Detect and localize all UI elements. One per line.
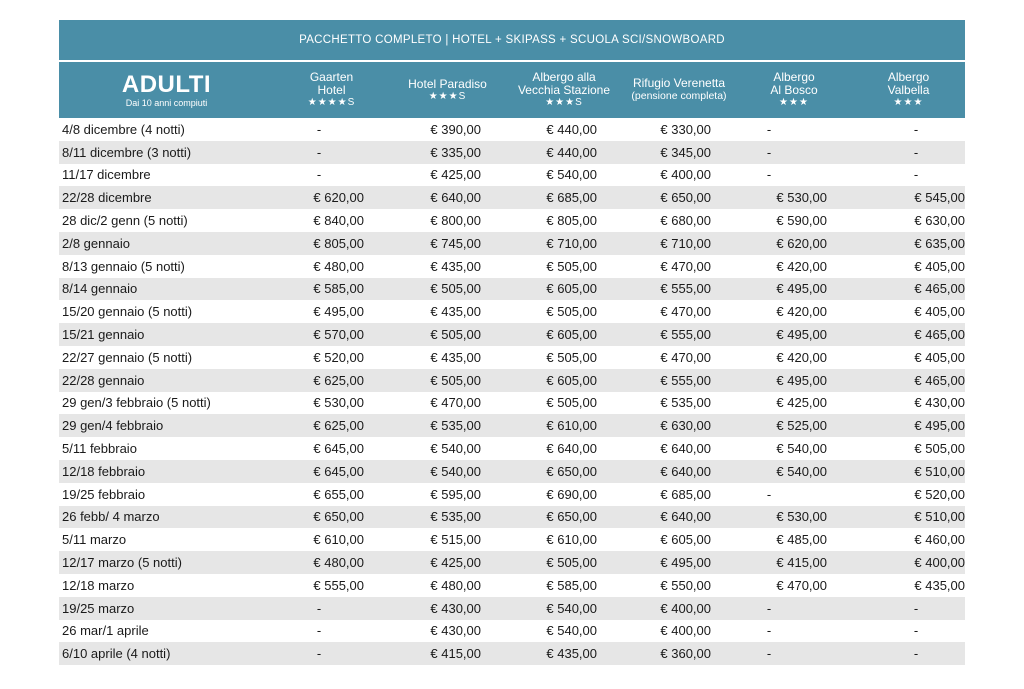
price-cell: -	[711, 642, 827, 665]
price-cell: € 505,00	[481, 255, 597, 278]
price-cell: € 505,00	[481, 392, 597, 415]
table-row	[59, 323, 965, 346]
price-cell: € 425,00	[711, 392, 827, 415]
price-cell: € 465,00	[827, 278, 965, 301]
price-cell: -	[274, 642, 364, 665]
table-row	[59, 278, 965, 301]
period-cell: 19/25 marzo	[59, 597, 274, 620]
adults-title: ADULTI	[121, 70, 212, 98]
hotel-name-line2: Valbella	[887, 83, 930, 97]
period-cell: 12/18 febbraio	[59, 460, 274, 483]
price-cell: € 535,00	[364, 506, 481, 529]
price-cell: -	[274, 118, 364, 141]
period-cell: 29 gen/4 febbraio	[59, 414, 274, 437]
package-banner: PACCHETTO COMPLETO | HOTEL + SKIPASS + SCUOLA SCI/SNOWBOARD	[59, 20, 965, 62]
price-cell: € 635,00	[827, 232, 965, 255]
price-cell: € 540,00	[711, 460, 827, 483]
price-cell: € 650,00	[481, 506, 597, 529]
price-cell: € 400,00	[597, 620, 711, 643]
hotel-header-paradiso	[389, 78, 506, 103]
period-cell: 29 gen/3 febbraio (5 notti)	[59, 392, 274, 415]
price-cell: € 415,00	[364, 642, 481, 665]
hotel-stars: ★★★S	[545, 97, 583, 108]
hotel-name-line1: Rifugio Verenetta	[632, 76, 726, 90]
price-cell: € 430,00	[364, 620, 481, 643]
table-row	[59, 597, 965, 620]
price-cell: € 480,00	[274, 551, 364, 574]
price-cell: -	[827, 642, 965, 665]
price-cell: € 655,00	[274, 483, 364, 506]
price-cell: € 590,00	[711, 209, 827, 232]
price-cell: € 495,00	[274, 300, 364, 323]
price-cell: € 555,00	[597, 278, 711, 301]
period-cell: 5/11 marzo	[59, 528, 274, 551]
price-cell: € 420,00	[711, 300, 827, 323]
table-row	[59, 574, 965, 597]
period-cell: 28 dic/2 genn (5 notti)	[59, 209, 274, 232]
period-cell: 22/27 gennaio (5 notti)	[59, 346, 274, 369]
hotel-stars: ★★★	[779, 97, 809, 108]
price-cell: € 685,00	[481, 186, 597, 209]
table-row	[59, 232, 965, 255]
hotel-stars: ★★★★S	[307, 97, 356, 108]
price-cell: € 545,00	[827, 186, 965, 209]
price-cell: € 805,00	[481, 209, 597, 232]
price-cell: € 440,00	[481, 118, 597, 141]
price-cell: € 465,00	[827, 323, 965, 346]
price-cell: € 505,00	[827, 437, 965, 460]
price-cell: -	[274, 141, 364, 164]
price-cell: -	[827, 597, 965, 620]
price-cell: € 400,00	[597, 164, 711, 187]
price-cell: € 630,00	[827, 209, 965, 232]
price-cell: -	[827, 141, 965, 164]
price-cell: € 510,00	[827, 506, 965, 529]
price-cell: € 540,00	[481, 597, 597, 620]
price-cell: € 805,00	[274, 232, 364, 255]
price-cell: € 525,00	[711, 414, 827, 437]
period-cell: 15/21 gennaio	[59, 323, 274, 346]
hotel-name-line1: Albergo alla	[532, 70, 596, 84]
hotel-name-line1: Hotel Paradiso	[408, 76, 487, 91]
table-row	[59, 141, 965, 164]
price-cell: € 415,00	[711, 551, 827, 574]
price-cell: € 710,00	[481, 232, 597, 255]
price-cell: € 405,00	[827, 300, 965, 323]
adults-subtitle: Dai 10 anni compiuti	[125, 97, 208, 108]
price-cell: € 650,00	[597, 186, 711, 209]
price-cell: -	[711, 141, 827, 164]
price-cell: € 530,00	[711, 506, 827, 529]
price-cell: € 585,00	[481, 574, 597, 597]
period-cell: 8/13 gennaio (5 notti)	[59, 255, 274, 278]
price-cell: € 360,00	[597, 642, 711, 665]
table-row	[59, 506, 965, 529]
hotel-header-verenetta	[622, 77, 736, 103]
hotel-name-line2: Al Bosco	[770, 83, 818, 97]
price-cell: € 470,00	[364, 392, 481, 415]
price-cell: € 745,00	[364, 232, 481, 255]
price-cell: € 555,00	[274, 574, 364, 597]
price-cell: € 540,00	[481, 620, 597, 643]
price-cell: -	[711, 164, 827, 187]
table-row	[59, 300, 965, 323]
price-cell: € 640,00	[597, 460, 711, 483]
price-cell: € 400,00	[827, 551, 965, 574]
period-cell: 4/8 dicembre (4 notti)	[59, 118, 274, 141]
price-cell: € 470,00	[597, 300, 711, 323]
price-cell: -	[711, 597, 827, 620]
hotel-name-line1: Gaarten	[309, 70, 354, 84]
price-cell: € 690,00	[481, 483, 597, 506]
price-cell: € 485,00	[711, 528, 827, 551]
table-row	[59, 209, 965, 232]
hotel-header-gaarten	[274, 71, 389, 109]
price-cell: € 685,00	[597, 483, 711, 506]
period-cell: 5/11 febbraio	[59, 437, 274, 460]
price-cell: € 470,00	[597, 346, 711, 369]
price-cell: € 605,00	[597, 528, 711, 551]
hotel-header-al-bosco	[736, 71, 852, 109]
price-cell: € 555,00	[597, 323, 711, 346]
price-cell: € 620,00	[711, 232, 827, 255]
price-cell: € 430,00	[827, 392, 965, 415]
price-cell: € 330,00	[597, 118, 711, 141]
price-cell: € 650,00	[481, 460, 597, 483]
price-cell: € 430,00	[364, 597, 481, 620]
table-row	[59, 642, 965, 665]
price-cell: € 390,00	[364, 118, 481, 141]
price-cell: € 435,00	[827, 574, 965, 597]
price-cell: -	[827, 164, 965, 187]
price-cell: € 495,00	[711, 369, 827, 392]
period-cell: 2/8 gennaio	[59, 232, 274, 255]
table-row	[59, 620, 965, 643]
price-cell: € 640,00	[597, 437, 711, 460]
price-cell: € 495,00	[711, 278, 827, 301]
price-table-container	[59, 20, 965, 665]
price-cell: -	[711, 483, 827, 506]
hotel-stars: ★★★	[893, 97, 924, 108]
price-cell: € 645,00	[274, 437, 364, 460]
price-cell: € 335,00	[364, 141, 481, 164]
price-cell: -	[827, 118, 965, 141]
price-cell: € 570,00	[274, 323, 364, 346]
price-cell: -	[274, 164, 364, 187]
price-cell: € 470,00	[711, 574, 827, 597]
price-cell: € 520,00	[827, 483, 965, 506]
hotel-stars: ★★★S	[428, 90, 467, 102]
hotel-header-vecchia-stazione	[506, 71, 622, 109]
period-cell: 6/10 aprile (4 notti)	[59, 642, 274, 665]
price-cell: € 495,00	[827, 414, 965, 437]
price-cell: € 630,00	[597, 414, 711, 437]
price-cell: € 640,00	[364, 186, 481, 209]
price-cell: -	[711, 620, 827, 643]
table-row	[59, 460, 965, 483]
price-cell: € 510,00	[827, 460, 965, 483]
price-cell: € 505,00	[364, 278, 481, 301]
price-cell: € 435,00	[364, 300, 481, 323]
price-cell: € 520,00	[274, 346, 364, 369]
hotel-name-line2: Hotel	[317, 83, 346, 97]
price-cell: € 440,00	[481, 141, 597, 164]
price-cell: € 530,00	[274, 392, 364, 415]
hotel-header-valbella	[852, 71, 965, 109]
period-cell: 12/17 marzo (5 notti)	[59, 551, 274, 574]
price-cell: € 505,00	[481, 346, 597, 369]
table-row	[59, 437, 965, 460]
price-cell: € 435,00	[364, 346, 481, 369]
period-cell: 19/25 febbraio	[59, 483, 274, 506]
table-header	[59, 62, 965, 118]
price-cell: € 650,00	[274, 506, 364, 529]
hotel-name-line2: Vecchia Stazione	[517, 83, 611, 97]
table-row	[59, 369, 965, 392]
price-cell: € 535,00	[597, 392, 711, 415]
price-cell: € 610,00	[274, 528, 364, 551]
price-cell: € 420,00	[711, 255, 827, 278]
price-cell: € 495,00	[597, 551, 711, 574]
price-cell: € 400,00	[597, 597, 711, 620]
price-cell: -	[274, 620, 364, 643]
price-cell: € 530,00	[711, 186, 827, 209]
price-cell: € 605,00	[481, 278, 597, 301]
price-table	[59, 118, 965, 665]
price-cell: € 540,00	[481, 164, 597, 187]
adults-heading	[59, 70, 274, 108]
price-cell: € 595,00	[364, 483, 481, 506]
price-cell: € 550,00	[597, 574, 711, 597]
table-row	[59, 414, 965, 437]
price-cell: € 585,00	[274, 278, 364, 301]
price-cell: € 625,00	[274, 414, 364, 437]
table-row	[59, 392, 965, 415]
table-row	[59, 551, 965, 574]
price-cell: € 610,00	[481, 414, 597, 437]
table-row	[59, 528, 965, 551]
price-cell: € 505,00	[481, 551, 597, 574]
price-cell: € 470,00	[597, 255, 711, 278]
hotel-name-line1: Albergo	[773, 70, 815, 84]
table-row	[59, 164, 965, 187]
hotel-name-line1: Albergo	[887, 70, 930, 84]
period-cell: 8/11 dicembre (3 notti)	[59, 141, 274, 164]
price-cell: € 460,00	[827, 528, 965, 551]
price-cell: € 435,00	[364, 255, 481, 278]
price-cell: -	[827, 620, 965, 643]
price-cell: € 425,00	[364, 164, 481, 187]
price-cell: € 640,00	[597, 506, 711, 529]
price-cell: € 405,00	[827, 255, 965, 278]
price-cell: € 840,00	[274, 209, 364, 232]
period-cell: 11/17 dicembre	[59, 164, 274, 187]
price-cell: € 800,00	[364, 209, 481, 232]
table-row	[59, 118, 965, 141]
price-cell: € 505,00	[481, 300, 597, 323]
price-cell: € 495,00	[711, 323, 827, 346]
price-cell: € 345,00	[597, 141, 711, 164]
price-cell: -	[274, 597, 364, 620]
price-cell: € 480,00	[274, 255, 364, 278]
period-cell: 8/14 gennaio	[59, 278, 274, 301]
period-cell: 22/28 gennaio	[59, 369, 274, 392]
price-cell: € 435,00	[481, 642, 597, 665]
price-cell: € 605,00	[481, 369, 597, 392]
table-row	[59, 483, 965, 506]
period-cell: 12/18 marzo	[59, 574, 274, 597]
price-cell: € 425,00	[364, 551, 481, 574]
price-cell: € 540,00	[711, 437, 827, 460]
price-cell: € 640,00	[481, 437, 597, 460]
price-cell: € 505,00	[364, 323, 481, 346]
period-cell: 26 febb/ 4 marzo	[59, 506, 274, 529]
price-cell: € 680,00	[597, 209, 711, 232]
price-cell: € 540,00	[364, 437, 481, 460]
table-row	[59, 255, 965, 278]
price-cell: € 610,00	[481, 528, 597, 551]
period-cell: 22/28 dicembre	[59, 186, 274, 209]
price-cell: € 405,00	[827, 346, 965, 369]
price-cell: € 420,00	[711, 346, 827, 369]
table-row	[59, 346, 965, 369]
hotel-name-line2: (pensione completa)	[631, 90, 727, 102]
price-cell: € 480,00	[364, 574, 481, 597]
price-cell: € 465,00	[827, 369, 965, 392]
period-cell: 15/20 gennaio (5 notti)	[59, 300, 274, 323]
price-cell: € 710,00	[597, 232, 711, 255]
price-cell: € 645,00	[274, 460, 364, 483]
table-row	[59, 186, 965, 209]
price-cell: € 555,00	[597, 369, 711, 392]
period-cell: 26 mar/1 aprile	[59, 620, 274, 643]
price-cell: € 515,00	[364, 528, 481, 551]
price-cell: € 535,00	[364, 414, 481, 437]
price-cell: € 540,00	[364, 460, 481, 483]
price-cell: -	[711, 118, 827, 141]
price-cell: € 505,00	[364, 369, 481, 392]
price-cell: € 620,00	[274, 186, 364, 209]
price-cell: € 625,00	[274, 369, 364, 392]
price-cell: € 605,00	[481, 323, 597, 346]
